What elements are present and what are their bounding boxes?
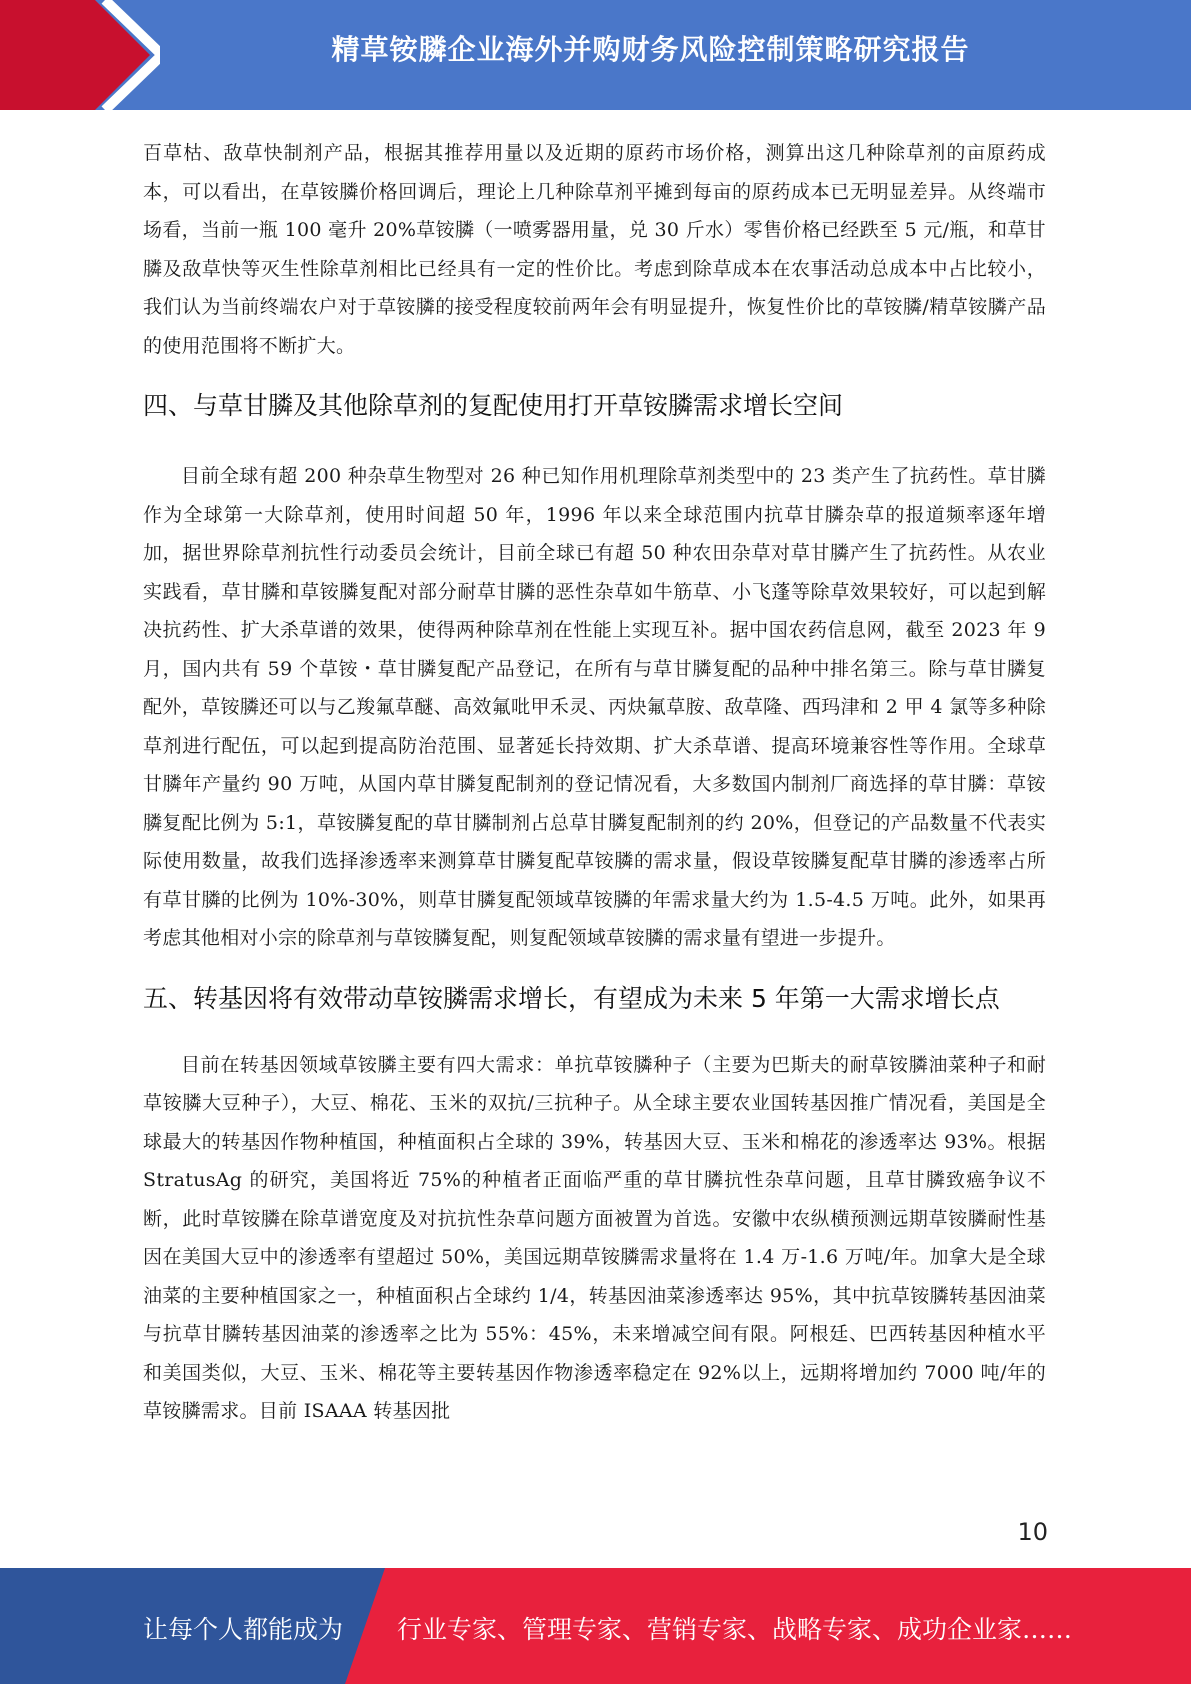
section-heading-4: 四、与草甘膦及其他除草剂的复配使用打开草铵膦需求增长空间 xyxy=(143,391,844,420)
page-header xyxy=(0,0,1191,110)
footer-slogan-left: 让每个人都能成为 xyxy=(143,1615,344,1644)
page-number: 10 xyxy=(1017,1518,1048,1546)
page-footer xyxy=(0,1568,1191,1684)
paragraph-1: 百草枯、敌草快制剂产品，根据其推荐用量以及近期的原药市场价格，测算出这几种除草剂的亩原药成本，可以看出，在草铵膦价格回调后，理论上几种除草剂平摊到每亩的原药成本已无明显差异。从终端市场看，当前一瓶 100 毫升 20%草铵膦（一喷雾器用量，兑 30 斤水）零售价格已经跌至 5 元/瓶，和草甘膦及敌草快等灭生性除草剂相比已经具有一定的性价比。考虑到除草成本在农事活动总成本中占比较小，我们认为当前终端农户对于草铵膦的接受程度较前两年会有明显提升，恢复性价比的草铵膦/精草铵膦产品的使用范围将不断扩大。 xyxy=(143,142,1046,357)
footer-slogan-right: 行业专家、管理专家、营销专家、战略专家、成功企业家…… xyxy=(397,1615,1073,1644)
report-title: 精草铵膦企业海外并购财务风险控制策略研究报告 xyxy=(331,33,970,66)
main-content xyxy=(143,134,1046,1431)
paragraph-3: 目前在转基因领域草铵膦主要有四大需求：单抗草铵膦种子（主要为巴斯夫的耐草铵膦油菜种子和耐草铵膦大豆种子），大豆、棉花、玉米的双抗/三抗种子。从全球主要农业国转基因推广情况看，美国是全球最大的转基因作物种植国，种植面积占全球的 39%，转基因大豆、玉米和棉花的渗透率达 93%。根据 StratusAg 的研究，美国将近 75%的种植者正面临严重的草甘膦抗性杂草问题，且草甘膦致癌争议不断，此时草铵膦在除草谱宽度及对抗抗性杂草问题方面被置为首选。安徽中农纵横预测远期草铵膦耐性基因在美国大豆中的渗透率有望超过 50%，美国远期草铵膦需求量将在 1.4 万-1.6 万吨/年。加拿大是全球油菜的主要种植国家之一，种植面积占全球约 1/4，转基因油菜渗透率达 95%，其中抗草铵膦转基因油菜与抗草甘膦转基因油菜的渗透率之比为 55%：45%，未来增减空间有限。阿根廷、巴西转基因种植水平和美国类似，大豆、玉米、棉花等主要转基因作物渗透率稳定在 92%以上，远期将增加约 7000 吨/年的草铵膦需求。目前 ISAAA 转基因批 xyxy=(143,1053,1046,1422)
paragraph-2: 目前全球有超 200 种杂草生物型对 26 种已知作用机理除草剂类型中的 23 类产生了抗药性。草甘膦作为全球第一大除草剂，使用时间超 50 年，1996 年以来全球范围内抗草甘膦杂草的报道频率逐年增加，据世界除草剂抗性行动委员会统计，目前全球已有超 50 种农田杂草对草甘膦产生了抗药性。从农业实践看，草甘膦和草铵膦复配对部分耐草甘膦的恶性杂草如牛筋草、小飞蓬等除草效果较好，可以起到解决抗药性、扩大杀草谱的效果，使得两种除草剂在性能上实现互补。据中国农药信息网，截至 2023 年 9 月，国内共有 59 个草铵・草甘膦复配产品登记，在所有与草甘膦复配的品种中排名第三。除与草甘膦复配外，草铵膦还可以与乙羧氟草醚、高效氟吡甲禾灵、丙炔氟草胺、敌草隆、西玛津和 2 甲 4 氯等多种除草剂进行配伍，可以起到提高防治范围、显著延长持效期、扩大杀草谱、提高环境兼容性等作用。全球草甘膦年产量约 90 万吨，从国内草甘膦复配制剂的登记情况看，大多数国内制剂厂商选择的草甘膦：草铵膦复配比例为 5:1，草铵膦复配的草甘膦制剂占总草甘膦复配制剂的约 20%，但登记的产品数量不代表实际使用数量，故我们选择渗透率来测算草甘膦复配草铵膦的需求量，假设草铵膦复配草甘膦的渗透率占所有草甘膦的比例为 10%-30%，则草甘膦复配领域草铵膦的年需求量大约为 1.5-4.5 万吨。此外，如果再考虑其他相对小宗的除草剂与草铵膦复配，则复配领域草铵膦的需求量有望进一步提升。 xyxy=(143,465,1046,949)
section-heading-5: 五、转基因将有效带动草铵膦需求增长，有望成为未来 5 年第一大需求增长点 xyxy=(143,983,1000,1013)
header-arrow-decoration xyxy=(0,0,160,110)
